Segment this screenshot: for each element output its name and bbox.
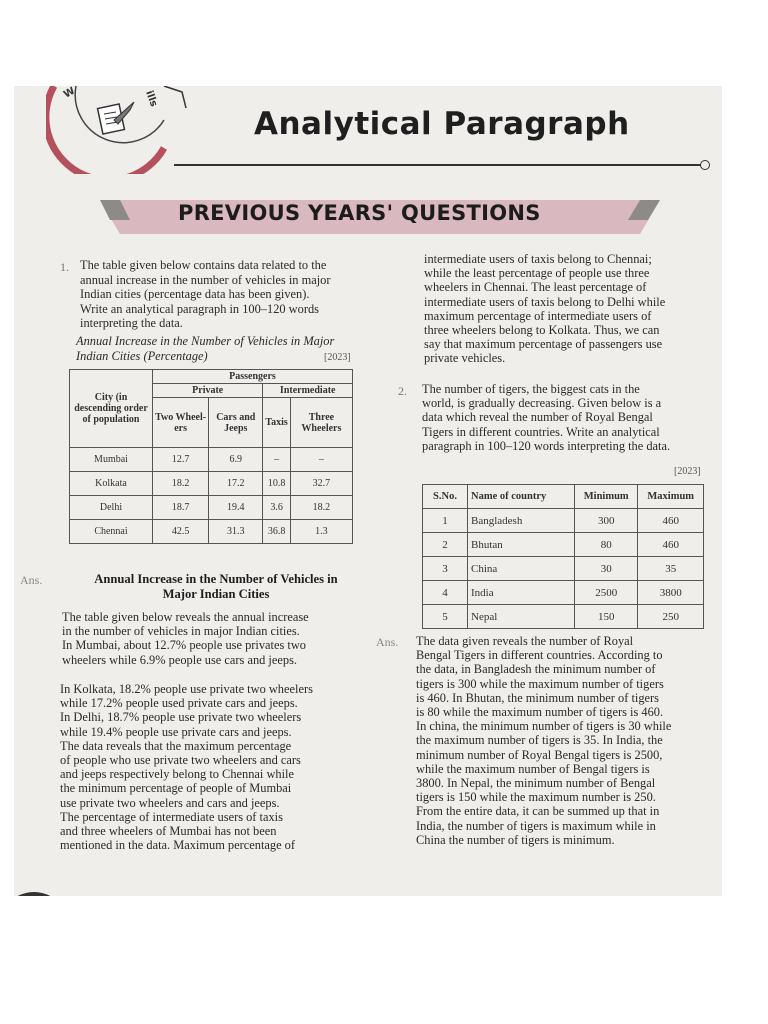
table-row: Delhi 18.7 19.4 3.6 18.2 [70,496,353,520]
table-row: 2 Bhutan 80 460 [423,533,704,557]
title-underline-end-dot [700,160,710,170]
title-underline [174,164,704,166]
table-row: Mumbai 12.7 6.9 – – [70,448,353,472]
textbook-page [14,86,722,896]
q2-answer-paragraph: The data given reveals the number of Royal Bengal Tigers in different countries. According to the data, in Bangladesh the minimum number of tigers is 300 while the maximum number of tigers is 460. In Bhutan, the minimum number of tigers is 80 while the maximum number of tigers is 460. In china, the minimum number of tigers is 30 while the maximum number of tigers is 35. In India, the minimum number of Royal Bengal tigers is 2500, while the maximum number of Bengal tigers is 3800. In Nepal, the minimum number of Bengal tigers is 150 while the maximum number is 250. From the entire data, it can be summed up that in India, the number of tigers is maximum while in China the number of tigers is minimum. [416,634,672,847]
section-heading: PREVIOUS YEARS' QUESTIONS [178,201,541,225]
page-number-tab [14,886,74,896]
q1-table-caption: Annual Increase in the Number of Vehicles in Major Indian Cities (Percentage) [76,334,335,363]
quill-writing-icon [98,102,134,134]
table-row: 4 India 2500 3800 [423,581,704,605]
taxis-header: Taxis [263,398,290,448]
question-number: 2. [398,384,407,398]
q1-prompt: The table given below contains data related to the annual increase in the number of vehicles in major Indian cities (percentage data has been given). Write an analytical paragraph in 100–120 words interpreting the data. [80,258,331,331]
tiger-count-table: S.No. Name of country Minimum Maximum 1 Bangladesh 300 460 2 Bhutan 80 460 3 China 30 35 4 India 2500 3800 5 Nepal 150 250 [422,484,704,629]
two-wheelers-header: Two Wheel-ers [153,398,209,448]
question-number: 1. [60,260,69,274]
private-header: Private [153,384,263,398]
three-wheelers-header: Three Wheelers [290,398,352,448]
q1-answer-paragraph-1: The table given below reveals the annual increase in the number of vehicles in major Indian cities. In Mumbai, about 12.7% people use privates two wheelers while 6.9% people use cars and jeeps. [62,610,309,667]
answer-label: Ans. [376,635,399,649]
writing-skills-badge [46,86,196,174]
q1-answer-paragraph-2: In Kolkata, 18.2% people use private two wheelers while 17.2% people used private cars and jeeps. In Delhi, 18.7% people use private two wheelers while 19.4% people use private cars and jeeps. The data reveals that the maximum percentage of people who use private two wheelers and cars and jeeps respectively belong to Chennai while the minimum percentage of people of Mumbai use private two wheelers and cars and jeeps. The percentage of intermediate users of taxis and three wheelers of Mumbai has not been mentioned in the data. Maximum percentage of [60,682,313,853]
year-tag: [2023] [324,352,351,363]
svg-text:ills: ills [143,89,160,109]
answer-label: Ans. [20,573,43,587]
table-row: 3 China 30 35 [423,557,704,581]
answer-heading: Annual Increase in the Number of Vehicles in Major Indian Cities [94,572,338,601]
page-title: Analytical Paragraph [254,106,630,142]
table-row: Kolkata 18.2 17.2 10.8 32.7 [70,472,353,496]
q2-prompt: The number of tigers, the biggest cats in the world, is gradually decreasing. Given below is a data which reveal the number of Royal Bengal Tigers in different countries. Write an analytical paragraph in 100–120 words interpreting the data. [422,382,671,453]
cars-jeeps-header: Cars and Jeeps [209,398,263,448]
table-row: 5 Nepal 150 250 [423,605,704,629]
svg-text:W: W [62,86,78,101]
vehicle-increase-table [69,369,353,544]
year-tag: [2023] [674,466,701,477]
q1-answer-continued: intermediate users of taxis belong to Chennai; while the least percentage of people use three wheelers in Chennai. The least percentage of intermediate users of taxis belong to Delhi while maximum percentage of intermediate users of three wheelers belong to Kolkata. Thus, we can say that maximum percentage of passengers use private vehicles. [424,252,666,366]
city-column-header: City (in descending order of population [70,370,153,448]
table-row: Chennai 42.5 31.3 36.8 1.3 [70,520,353,544]
table-row: 1 Bangladesh 300 460 [423,509,704,533]
intermediate-header: Intermediate [263,384,353,398]
passengers-header: Passengers [153,370,353,384]
